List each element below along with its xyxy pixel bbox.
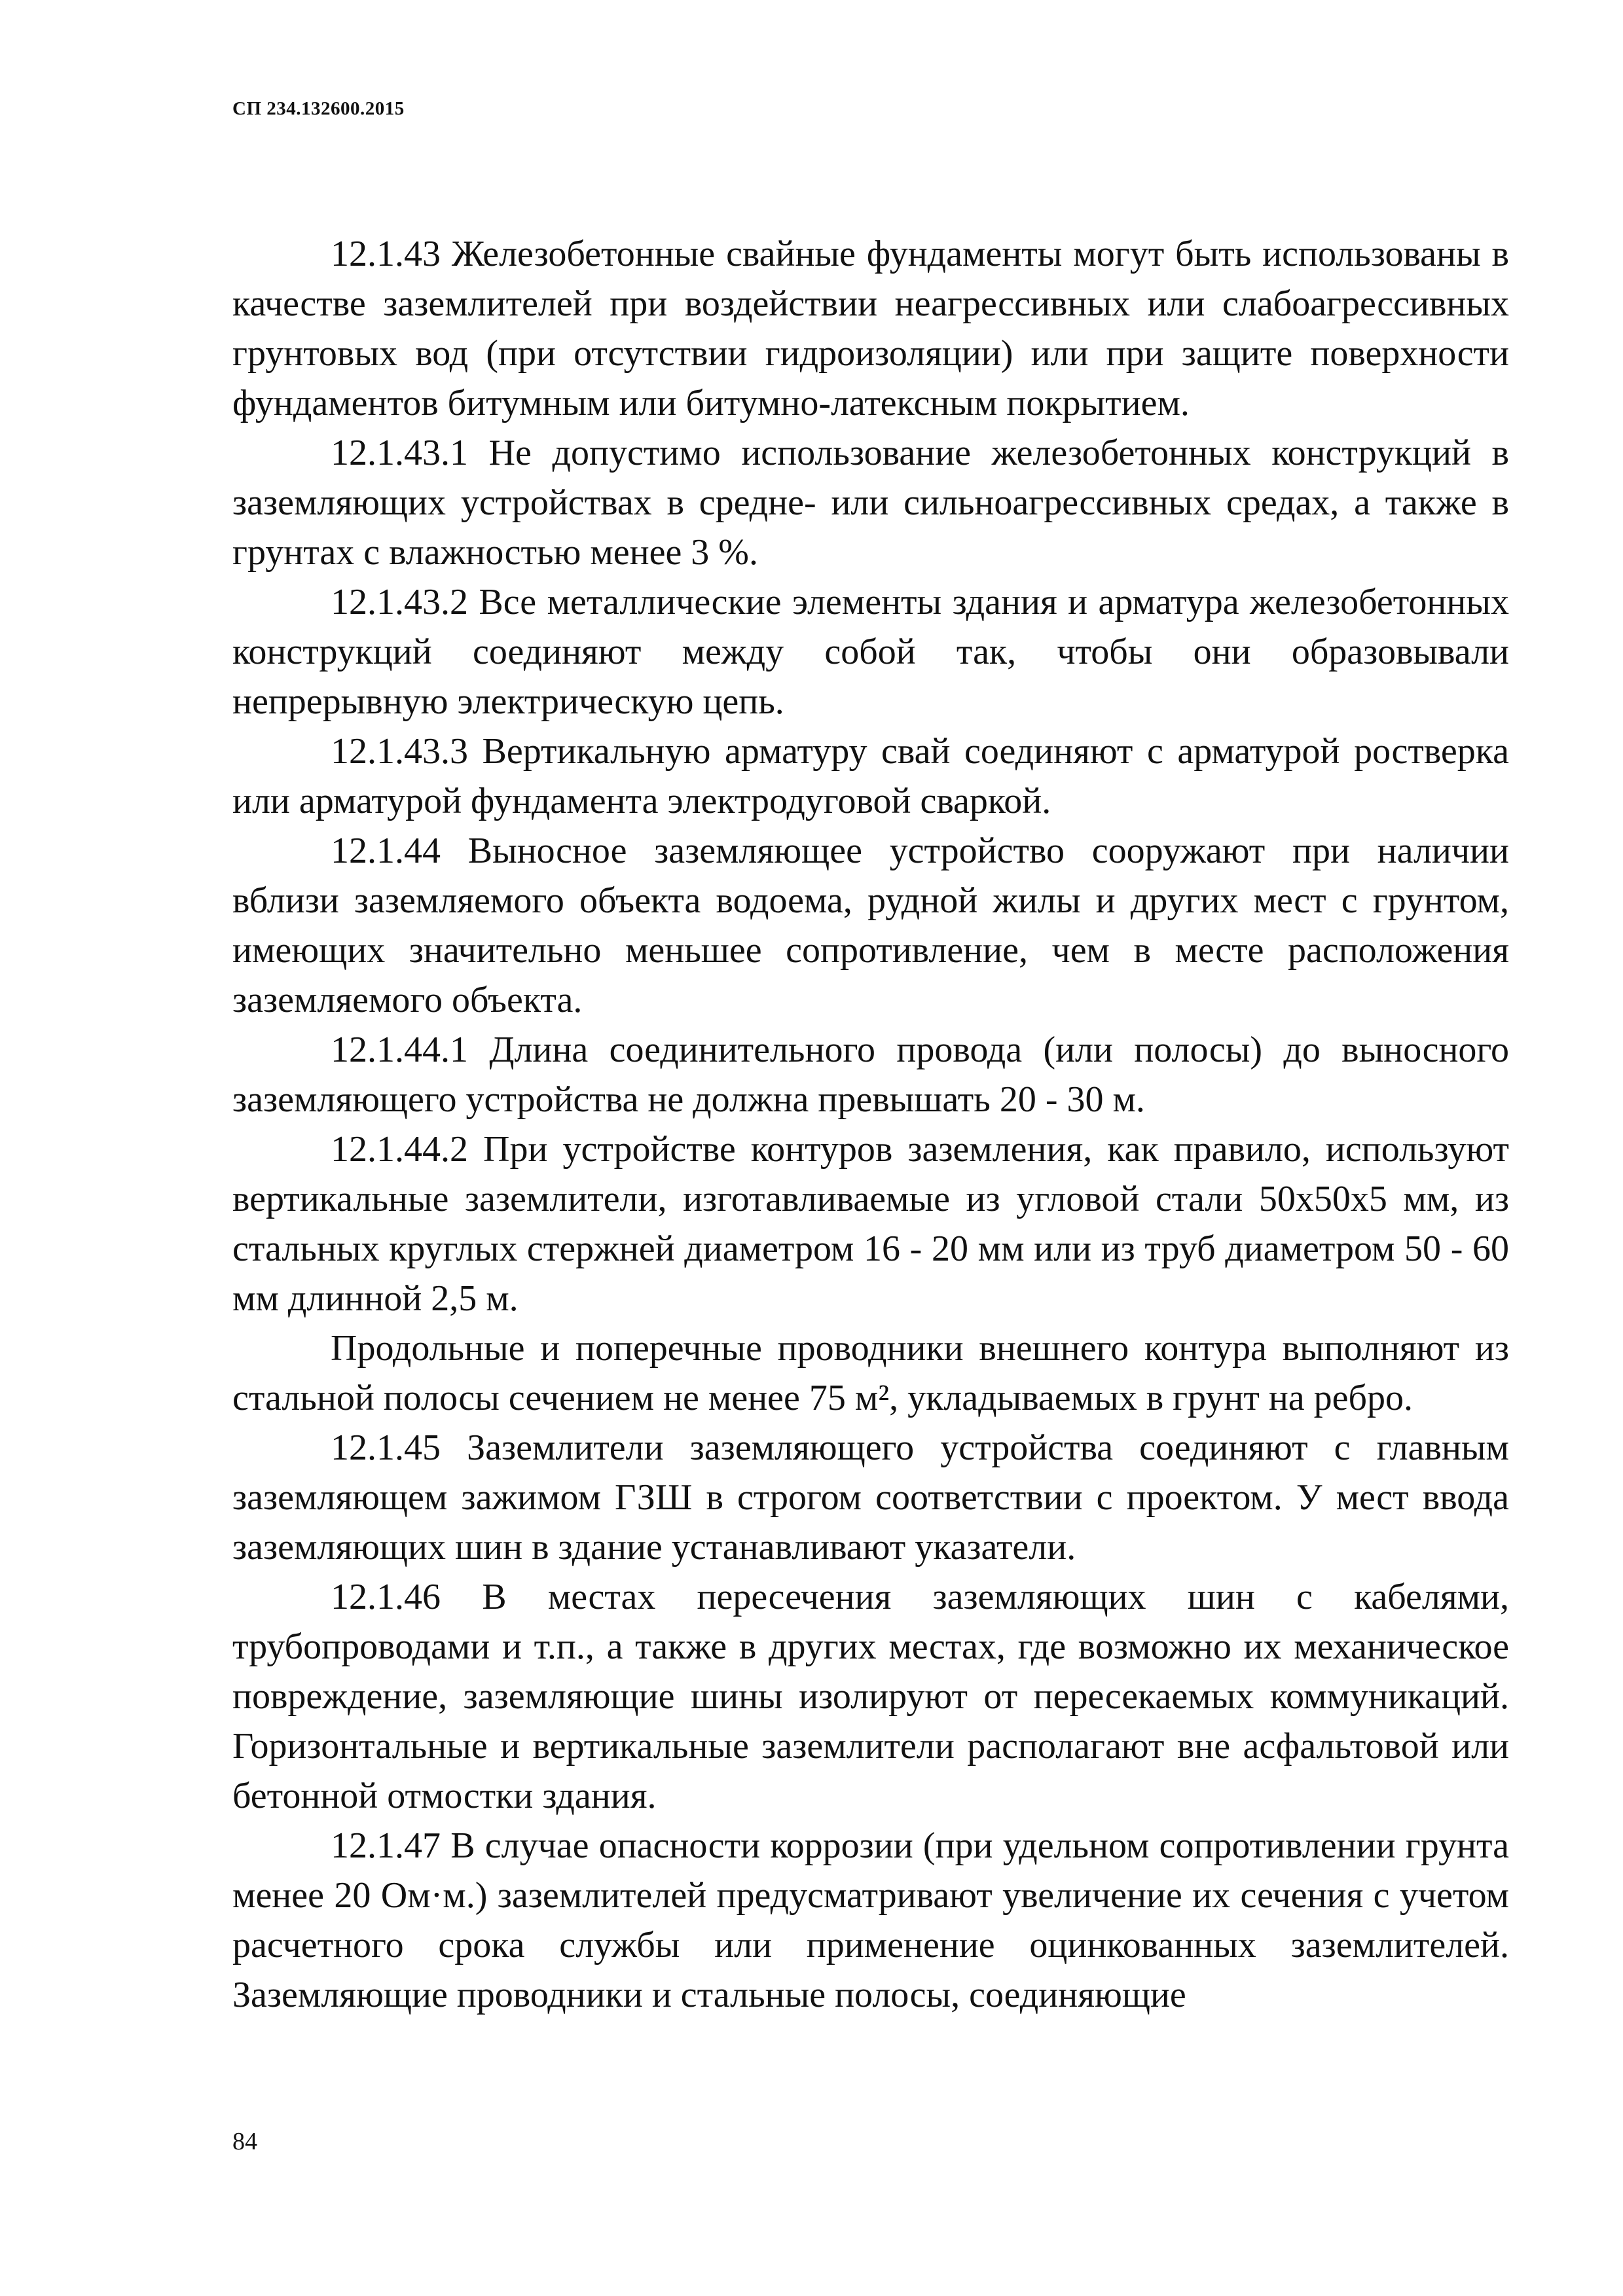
paragraph-12-1-43-3: 12.1.43.3 Вертикальную арматуру свай соединяют с арматурой ростверка или арматурой фундамента электродуговой сваркой.: [232, 731, 1509, 821]
page-number: 84: [232, 2128, 257, 2155]
paragraph-12-1-43-1: 12.1.43.1 Не допустимо использование железобетонных конструкций в заземляющих устройствах в средне- или сильноагрессивных средах, а также в грунтах с влажностью менее 3 %.: [232, 433, 1509, 573]
paragraph-12-1-44-2: 12.1.44.2 При устройстве контуров заземления, как правило, используют вертикальные заземлители, изготавливаемые из угловой стали 50x50x5 мм, из стальных круглых стержней диаметром 16 - 20 мм или из труб диаметром 50 - 60 мм длинной 2,5 м.: [232, 1129, 1509, 1319]
paragraph-12-1-44: 12.1.44 Выносное заземляющее устройство сооружают при наличии вблизи заземляемого объекта водоема, рудной жилы и других мест с грунтом, имеющих значительно меньшее сопротивление, чем в месте расположения заземляемого объекта.: [232, 831, 1509, 1020]
paragraph-12-1-43: 12.1.43 Железобетонные свайные фундаменты могут быть использованы в качестве заземлителей при воздействии неагрессивных или слабоагрессивных грунтовых вод (при отсутствии гидроизоляции) или при защите поверхности фундаментов битумным или битумно-латексным покрытием.: [232, 234, 1509, 423]
paragraph-12-1-46: 12.1.46 В местах пересечения заземляющих шин с кабелями, трубопроводами и т.п., а также в других местах, где возможно их механическое повреждение, заземляющие шины изолируют от пересекаемых коммуникаций. Горизонтальные и вертикальные заземлители располагают вне асфальтовой или бетонной отмостки здания.: [232, 1577, 1509, 1816]
paragraph-12-1-47: 12.1.47 В случае опасности коррозии (при удельном сопротивлении грунта менее 20 Ом·м.) заземлителей предусматривают увеличение их сечения с учетом расчетного срока службы или применение оцинкованных заземлителей. Заземляющие проводники и стальные полосы, соединяющие: [232, 1825, 1509, 2015]
document-body: [232, 229, 1509, 2020]
paragraph-12-1-43-2: 12.1.43.2 Все металлические элементы здания и арматура железобетонных конструкций соединяют между собой так, чтобы они образовывали непрерывную электрическую цепь.: [232, 582, 1509, 722]
page-header-code: СП 234.132600.2015: [232, 98, 405, 119]
paragraph-12-1-44-1: 12.1.44.1 Длина соединительного провода (или полосы) до выносного заземляющего устройства не должна превышать 20 - 30 м.: [232, 1030, 1509, 1120]
paragraph-12-1-45: 12.1.45 Заземлители заземляющего устройства соединяют с главным заземляющем зажимом ГЗШ в строгом соответствии с проектом. У мест ввода заземляющих шин в здание устанавливают указатели.: [232, 1427, 1509, 1568]
paragraph-contour-conductors: Продольные и поперечные проводники внешнего контура выполняют из стальной полосы сечением не менее 75 м², укладываемых в грунт на ребро.: [232, 1328, 1509, 1418]
